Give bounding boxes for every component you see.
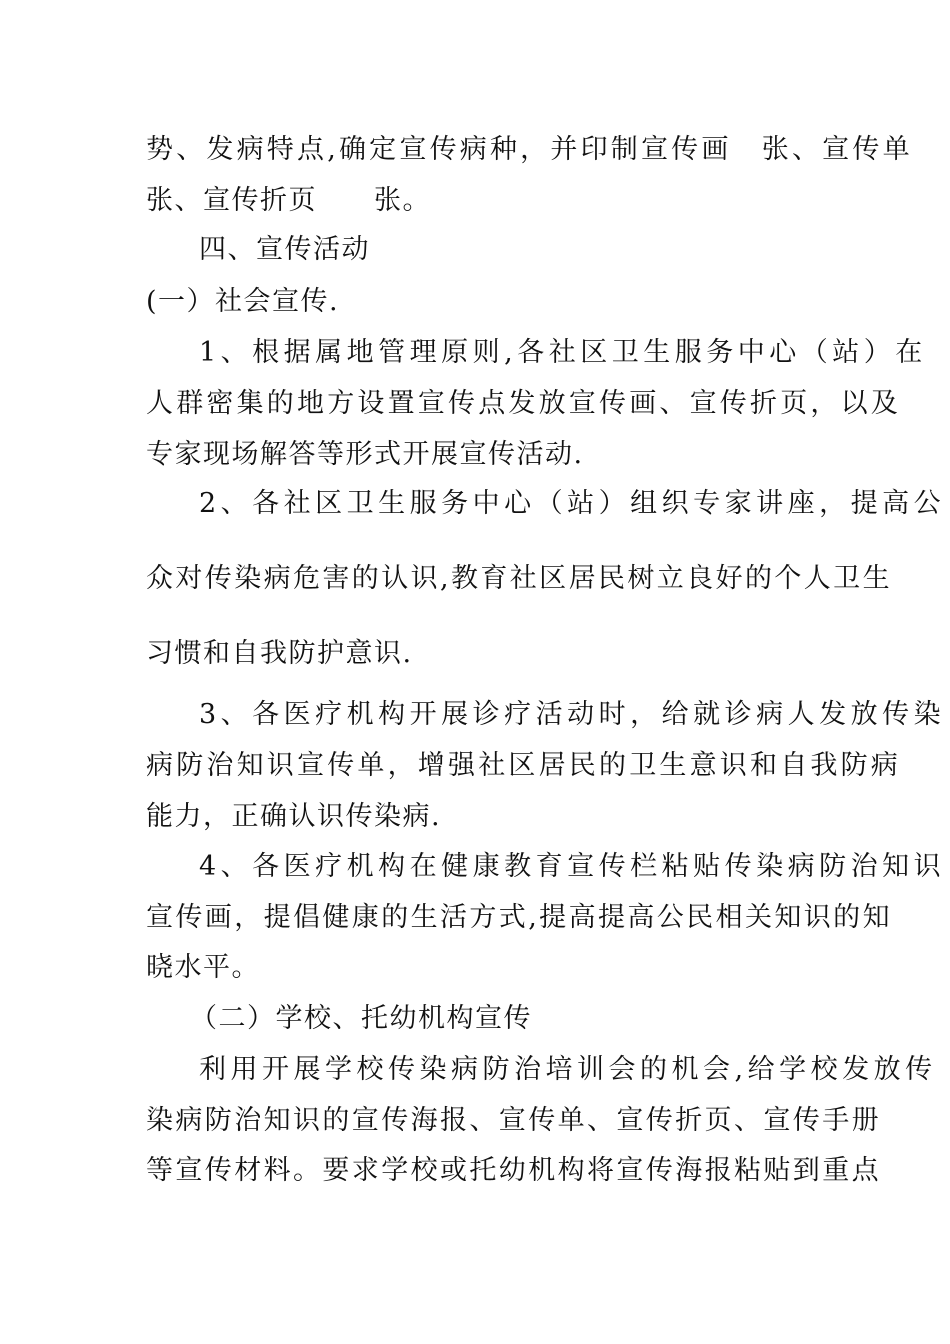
text-line: 染病防治知识的宣传海报、宣传单、宣传折页、宣传手册 (146, 1105, 881, 1136)
text-line: 能力，正确认识传染病. (146, 801, 442, 832)
text-line: 2、各社区卫生服务中心（站）组织专家讲座，提高公 (199, 488, 946, 519)
text-line: 利用开展学校传染病防治培训会的机会,给学校发放传 (199, 1054, 937, 1085)
text-line: 1、根据属地管理原则,各社区卫生服务中心（站）在 (199, 337, 927, 368)
text-line: 晓水平。 (146, 952, 260, 983)
text-line: 4、各医疗机构在健康教育宣传栏粘贴传染病防治知识 (199, 851, 946, 882)
subsection-heading: (一）社会宣传. (146, 286, 340, 317)
text-line: 人群密集的地方设置宣传点发放宣传画、宣传折页，以及 (146, 388, 901, 419)
text-line: 习惯和自我防护意识. (146, 638, 413, 669)
text-line: 宣传画，提倡健康的生活方式,提高提高公民相关知识的知 (146, 902, 892, 933)
text-line: 众对传染病危害的认识,教育社区居民树立良好的个人卫生 (146, 563, 892, 594)
text-line: 等宣传材料。要求学校或托幼机构将宣传海报粘贴到重点 (146, 1155, 881, 1186)
text-line: 病防治知识宣传单，增强社区居民的卫生意识和自我防病 (146, 750, 901, 781)
text-line: 3、各医疗机构开展诊疗活动时，给就诊病人发放传染 (199, 699, 946, 730)
text-line: 张、宣传折页 张。 (146, 185, 431, 216)
text-line: 势、发病特点,确定宣传病种，并印制宣传画 张、宣传单 (146, 134, 913, 165)
text-line: 专家现场解答等形式开展宣传活动. (146, 439, 584, 470)
subsection-heading: （二）学校、托幼机构宣传 (190, 1003, 532, 1034)
section-heading: 四、宣传活动 (199, 234, 370, 265)
